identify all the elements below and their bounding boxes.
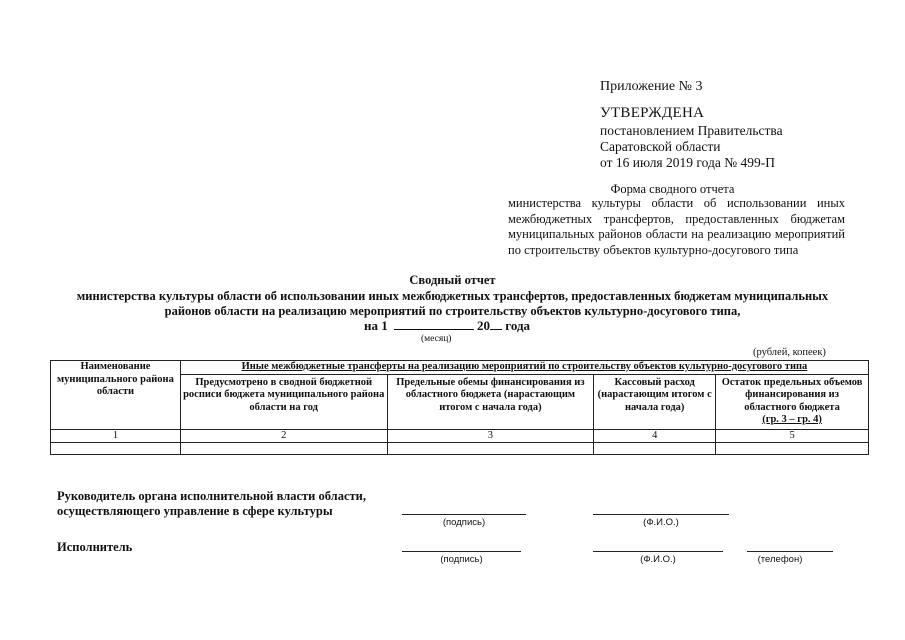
- head-signature-field[interactable]: [402, 514, 526, 515]
- header-funding-limits: Предельные обемы финансирования из областного бюджета (нарастающим итогом с начала года): [387, 374, 594, 429]
- report-date-line: [364, 318, 530, 334]
- approved-label: УТВЕРЖДЕНА: [600, 105, 705, 121]
- column-number: 3: [387, 429, 594, 443]
- date-prefix: на 1: [364, 318, 388, 333]
- report-subtitle-line2: районов области на реализацию мероприятий по строительству объектов культурно-досугового типа,: [164, 304, 741, 318]
- column-numbers-row: [51, 429, 869, 443]
- table-cell[interactable]: [594, 443, 716, 455]
- report-subtitle-line1: министерства культуры области об использовании иных межбюджетных трансфертов, предоставленных бюджетам муниципальных: [76, 289, 829, 303]
- column-number: 1: [51, 429, 181, 443]
- year-prefix: 20: [477, 318, 490, 333]
- header-district-name: Наименование муниципального района области: [51, 361, 181, 430]
- header-budget-planned: Предусмотрено в сводной бюджетной росписи бюджета муниципального района области на год: [180, 374, 387, 429]
- form-description: министерства культуры области об использовании иных межбюджетных трансфертов, предоставленных бюджетам муниципальных районов области на реализацию мероприятий по строительству объектов культурно-досугового типа: [508, 196, 845, 257]
- header-cash-expense: Кассовый расход (нарастающим итогом с начала года): [594, 374, 716, 429]
- approved-by-line: постановлением Правительства: [600, 123, 783, 138]
- form-title: Форма сводного отчета: [610, 182, 735, 196]
- column-number: 5: [716, 429, 869, 443]
- executor-name-caption: (Ф.И.О.): [640, 554, 676, 565]
- table-cell[interactable]: [51, 443, 181, 455]
- table-header-row: [51, 361, 869, 375]
- units-label: (рублей, копеек): [753, 347, 826, 358]
- executor-name-field[interactable]: [593, 551, 723, 552]
- executor-phone-caption: (телефон): [757, 554, 803, 565]
- table-row: [51, 443, 869, 455]
- table-cell[interactable]: [716, 443, 869, 455]
- head-signatory-title: Руководитель органа исполнительной власти области, осуществляющего управление в сфере культуры: [57, 489, 366, 518]
- date-suffix: года: [505, 318, 531, 333]
- table-cell[interactable]: [180, 443, 387, 455]
- approved-date-line: от 16 июля 2019 года № 499-П: [600, 155, 775, 170]
- table-cell[interactable]: [387, 443, 594, 455]
- approved-region-line: Саратовской области: [600, 139, 721, 154]
- header-remaining-limits: Остаток предельных объемов финансирования из областного бюджета (гр. 3 – гр. 4): [716, 374, 869, 429]
- year-blank-field[interactable]: [490, 319, 502, 330]
- head-name-field[interactable]: [593, 514, 729, 515]
- head-signature-caption: (подпись): [442, 517, 486, 528]
- column-number: 4: [594, 429, 716, 443]
- executor-signature-caption: (подпись): [440, 554, 483, 565]
- executor-phone-field[interactable]: [747, 551, 833, 552]
- appendix-label: Приложение № 3: [600, 79, 703, 94]
- header-transfers-group: Иные межбюджетные трансферты на реализацию мероприятий по строительству объектов культурно-досугового типа: [180, 361, 868, 375]
- column-number: 2: [180, 429, 387, 443]
- executor-signature-field[interactable]: [402, 551, 521, 552]
- month-blank-field[interactable]: [394, 319, 474, 330]
- report-title: Сводный отчет: [409, 273, 496, 287]
- report-table: [50, 360, 869, 455]
- head-name-caption: (Ф.И.О.): [643, 517, 679, 528]
- executor-title: Исполнитель: [57, 540, 133, 554]
- month-caption: (месяц): [421, 334, 452, 344]
- formula-note: (гр. 3 – гр. 4): [762, 414, 822, 425]
